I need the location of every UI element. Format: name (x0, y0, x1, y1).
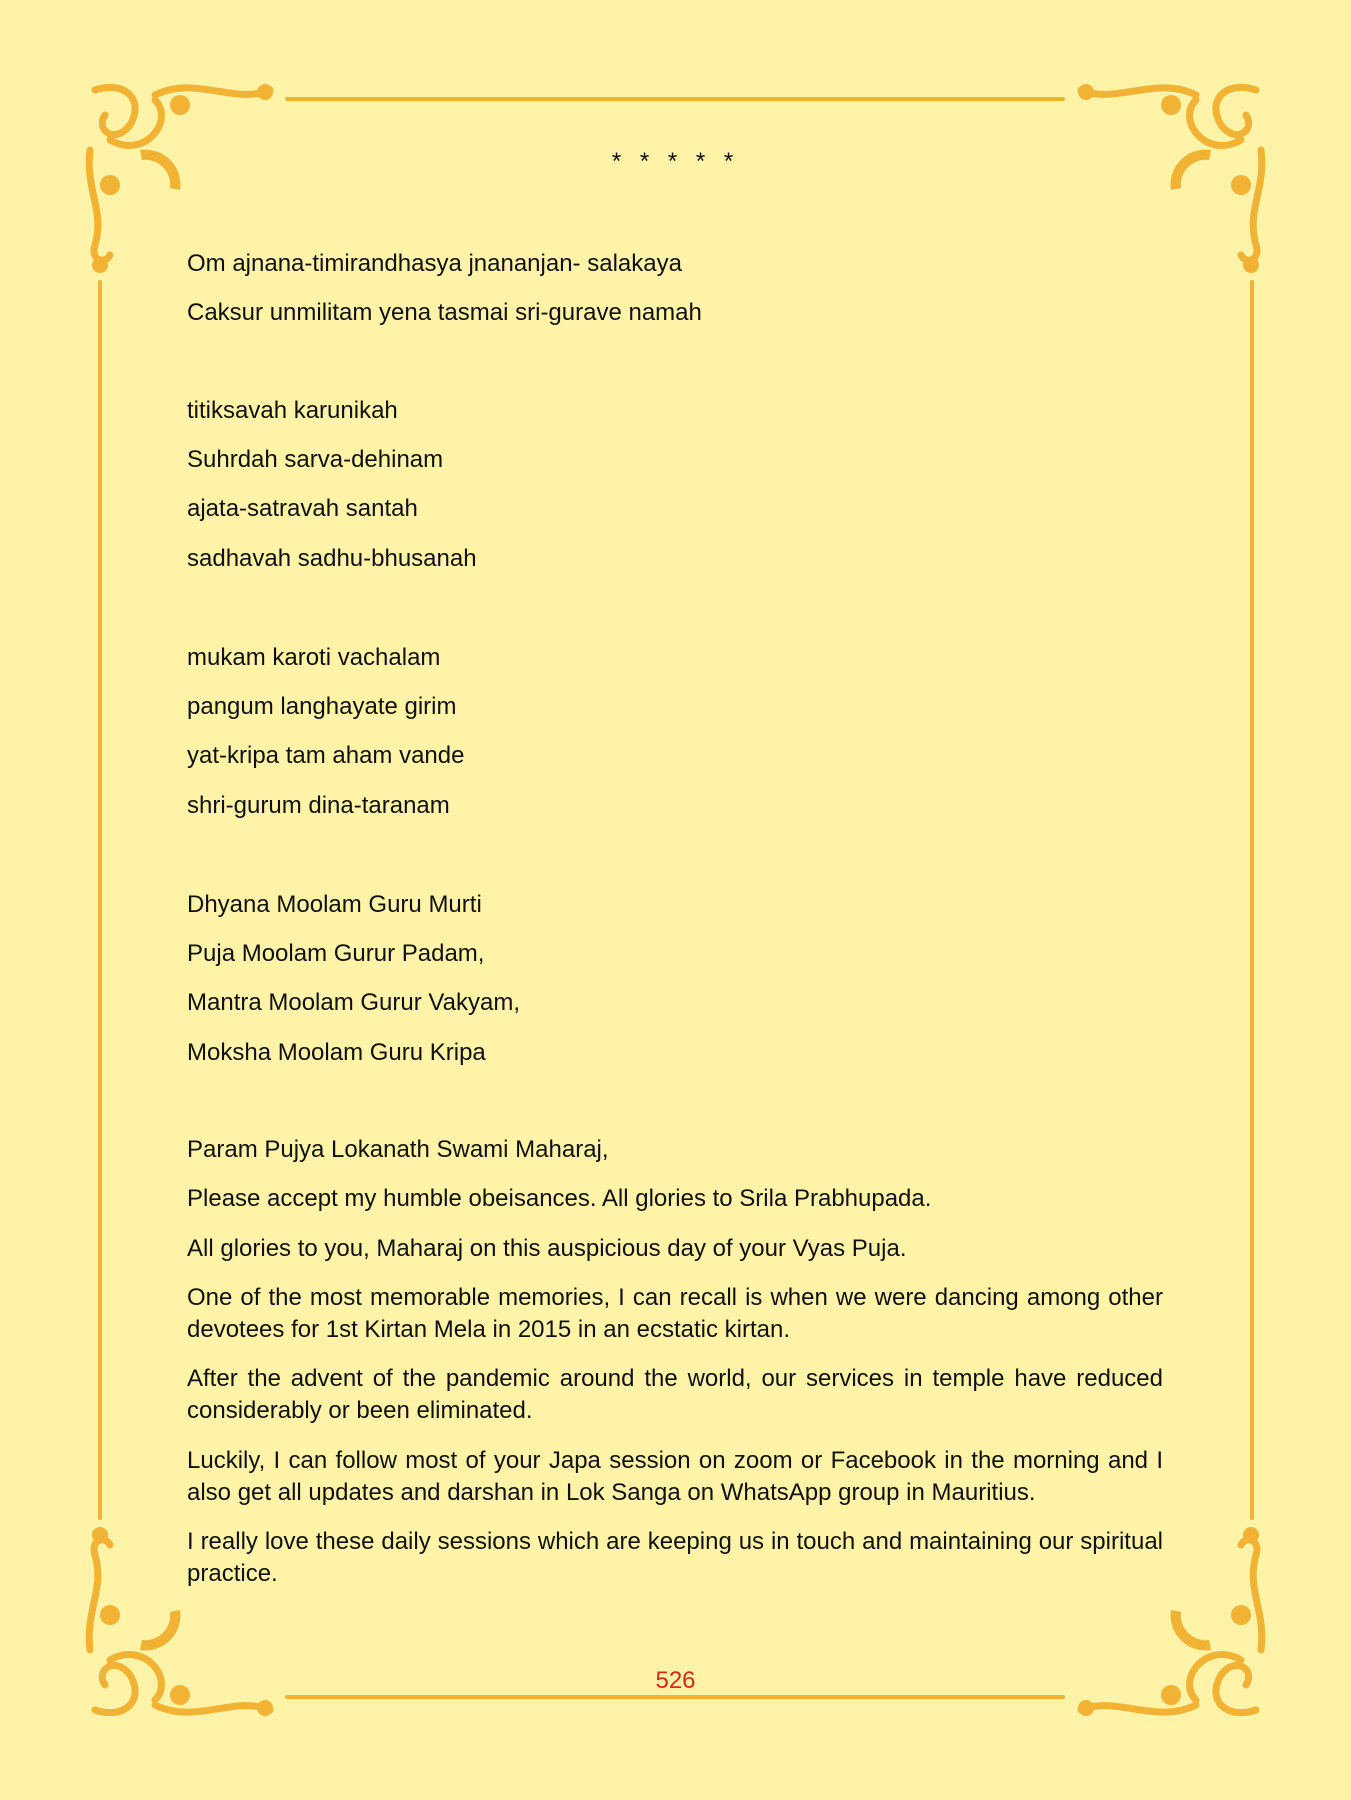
border-left (98, 280, 102, 1520)
verse-line: titiksavah karunikah (187, 397, 398, 424)
letter-paragraph: After the advent of the pandemic around the world, our services in temple have reduced considerably or been eliminated. (187, 1365, 1163, 1424)
verse-line: mukam karoti vachalam (187, 644, 441, 671)
verse-line: Mantra Moolam Gurur Vakyam, (187, 989, 520, 1016)
section-separator: * * * * * (611, 148, 740, 175)
verse-line: yat-kripa tam aham vande (187, 742, 465, 769)
verse-line: Dhyana Moolam Guru Murti (187, 891, 482, 918)
letter-salutation: Param Pujya Lokanath Swami Maharaj, (187, 1136, 609, 1163)
border-top (285, 97, 1065, 101)
verse-line: sadhavah sadhu-bhusanah (187, 545, 477, 572)
verse-line: shri-gurum dina-taranam (187, 792, 450, 819)
letter-paragraph: I really love these daily sessions which are keeping us in touch and maintaining our spiritual practice. (187, 1528, 1163, 1587)
verse-line: ajata-satravah santah (187, 495, 418, 522)
letter-paragraph: Luckily, I can follow most of your Japa session on zoom or Facebook in the morning and I also get all updates and darshan in Lok Sanga on WhatsApp group in Mauritius. (187, 1447, 1163, 1506)
border-right (1250, 280, 1254, 1520)
corner-ornament-icon (1066, 80, 1266, 280)
verse-line: Puja Moolam Gurur Padam, (187, 940, 485, 967)
verse-line: pangum langhayate girim (187, 693, 457, 720)
border-bottom (285, 1695, 1065, 1699)
verse-line: Caksur unmilitam yena tasmai sri-gurave namah (187, 299, 702, 326)
verse-line: Moksha Moolam Guru Kripa (187, 1039, 486, 1066)
letter-paragraph: One of the most memorable memories, I can recall is when we were dancing among other devotees for 1st Kirtan Mela in 2015 in an ecstatic kirtan. (187, 1284, 1163, 1343)
page-number: 526 (655, 1667, 696, 1694)
verse-line: Om ajnana-timirandhasya jnananjan- salakaya (187, 250, 682, 277)
letter-line: All glories to you, Maharaj on this auspicious day of your Vyas Puja. (187, 1235, 907, 1262)
letter-line: Please accept my humble obeisances. All glories to Srila Prabhupada. (187, 1185, 932, 1212)
verse-line: Suhrdah sarva-dehinam (187, 446, 444, 473)
